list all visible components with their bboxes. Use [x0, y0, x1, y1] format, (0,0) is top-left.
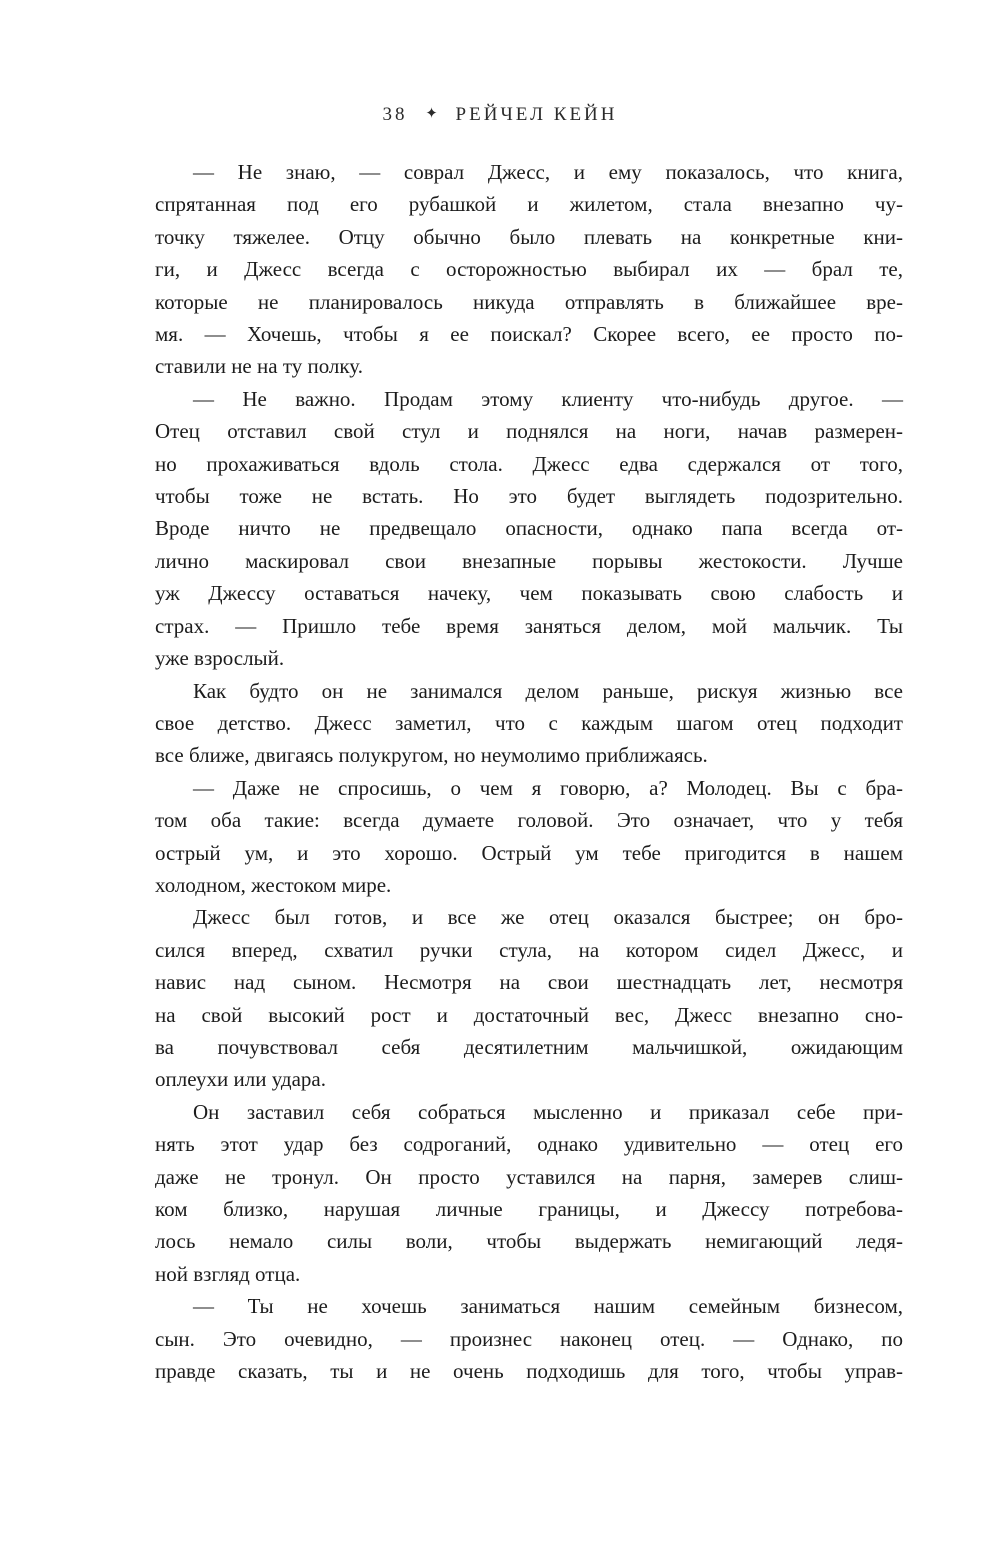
text-line: — Ты не хочешь заниматься нашим семейным бизнесом,	[193, 1294, 903, 1319]
text-line: спрятанная под его рубашкой и жилетом, стала внезапно чу-	[155, 192, 903, 217]
body-text	[155, 156, 903, 1387]
text-line: — Не знаю, — соврал Джесс, и ему показалось, что книга,	[193, 160, 903, 184]
text-line: даже не тронул. Он просто уставился на парня, замерев слиш-	[155, 1164, 903, 1189]
text-line: оплеухи или удара.	[155, 1067, 326, 1092]
text-line: уже взрослый.	[155, 646, 285, 671]
text-line: Джесс был готов, и все же отец оказался быстрее; он бро-	[193, 905, 903, 930]
four-pointed-star-icon: ✦	[425, 106, 438, 122]
text-line: мя. — Хочешь, чтобы я ее поискал? Скорее всего, ее просто по-	[155, 322, 903, 347]
text-line: уж Джессу оставаться начеку, чем показывать свою слабость и	[155, 581, 903, 606]
text-line: ной взгляд отца.	[155, 1261, 301, 1286]
text-line: ставили не на ту полку.	[155, 354, 363, 379]
text-line: чтобы тоже не встать. Но это будет выглядеть подозрительно.	[155, 484, 903, 509]
text-line: сын. Это очевидно, — произнес наконец отец. — Однако, по	[155, 1326, 903, 1351]
page-number: 38	[382, 104, 408, 125]
text-line: холодном, жестоком мире.	[155, 872, 392, 897]
text-line: — Не важно. Продам этому клиенту что-нибудь другое. —	[193, 386, 903, 411]
running-title: РЕЙЧЕЛ КЕЙН	[455, 104, 618, 125]
paragraph	[155, 383, 903, 675]
text-line: нять этот удар без содроганий, однако удивительно — отец его	[155, 1132, 903, 1157]
text-line: все ближе, двигаясь полукругом, но неумолимо приближаясь.	[155, 743, 708, 768]
text-line: лично маскировал свои внезапные порывы жестокости. Лучше	[155, 548, 903, 573]
text-line: — Даже не спросишь, о чем я говорю, а? Молодец. Вы с бра-	[193, 775, 903, 800]
paragraph	[155, 901, 903, 1095]
text-line: ком близко, нарушая личные границы, и Джессу потребова-	[155, 1197, 903, 1221]
text-line: Как будто он не занимался делом раньше, рискуя жизнью все	[193, 678, 903, 703]
text-line: ги, и Джесс всегда с осторожностью выбирал их — брал те,	[155, 257, 903, 282]
text-line: острый ум, и это хорошо. Острый ум тебе пригодится в нашем	[155, 840, 903, 865]
paragraph	[155, 772, 903, 902]
text-line: лось немало силы воли, чтобы выдержать немигающий ледя-	[155, 1229, 903, 1254]
paragraph	[155, 675, 903, 772]
text-line: свое детство. Джесс заметил, что с каждым шагом отец подходит	[155, 710, 903, 735]
text-line: том оба такие: всегда думаете головой. Это означает, что у тебя	[155, 808, 903, 833]
text-line: страх. — Пришло тебе время заняться делом, мой мальчик. Ты	[155, 613, 903, 638]
text-line: навис над сыном. Несмотря на свои шестнадцать лет, несмотря	[155, 970, 903, 995]
text-line: Вроде ничто не предвещало опасности, однако папа всегда от-	[155, 516, 903, 541]
text-line: Отец отставил свой стул и поднялся на ноги, начав размерен-	[155, 419, 903, 444]
text-line: на свой высокий рост и достаточный вес, Джесс внезапно сно-	[155, 1002, 903, 1027]
text-line: сился вперед, схватил ручки стула, на котором сидел Джесс, и	[155, 937, 903, 962]
text-line: Он заставил себя собраться мысленно и приказал себе при-	[193, 1099, 903, 1124]
paragraph	[155, 1290, 903, 1387]
text-line: ва почувствовал себя десятилетним мальчишкой, ожидающим	[155, 1034, 903, 1059]
text-line: точку тяжелее. Отцу обычно было плевать на конкретные кни-	[155, 224, 903, 249]
text-line: но прохаживаться вдоль стола. Джесс едва сдержался от того,	[155, 451, 903, 476]
paragraph	[155, 1096, 903, 1290]
paragraph	[155, 156, 903, 383]
text-line: которые не планировалось никуда отправлять в ближайшее вре-	[155, 289, 903, 314]
page-header	[0, 104, 1000, 126]
text-line: правде сказать, ты и не очень подходишь для того, чтобы управ-	[155, 1359, 903, 1384]
